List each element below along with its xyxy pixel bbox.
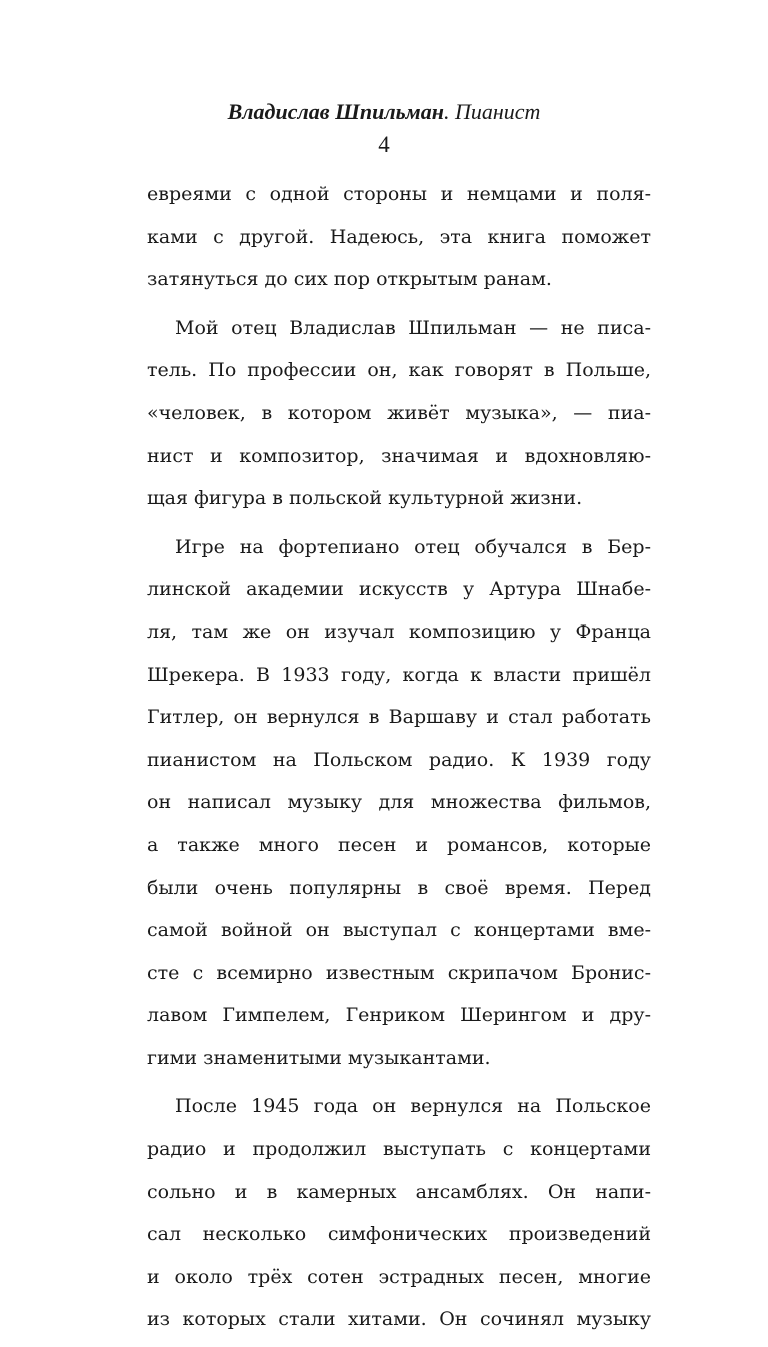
text-line: ками с другой. Надеюсь, эта книга поможет <box>147 225 651 248</box>
text-line: пианистом на Польском радио. К 1939 году <box>147 748 651 771</box>
text-line: были очень популярны в своё время. Перед <box>147 876 651 899</box>
body-text <box>147 179 651 1347</box>
text-line: щая фигура в польской культурной жизни. <box>147 487 583 510</box>
paragraph <box>147 1091 651 1347</box>
paragraph <box>147 532 651 1086</box>
text-line: После 1945 года он вернулся на Польское <box>175 1095 651 1118</box>
text-line: Мой отец Владислав Шпильман — не писа- <box>175 316 651 339</box>
text-line: и около трёх сотен эстрадных песен, многие <box>147 1265 651 1288</box>
running-title-separator: . <box>443 99 455 124</box>
paragraph <box>147 179 651 307</box>
text-line: ля, там же он изучал композицию у Франца <box>147 620 651 643</box>
text-line: гими знаменитыми музыкантами. <box>147 1046 491 1069</box>
text-line: сольно и в камерных ансамблях. Он напи- <box>147 1180 651 1203</box>
text-line: сте с всемирно известным скрипачом Бронис- <box>147 961 651 984</box>
paragraph <box>147 313 651 526</box>
text-line: сал несколько симфонических произведений <box>147 1223 651 1246</box>
running-title-author: Владислав Шпильман <box>227 99 444 124</box>
text-line: Гитлер, он вернулся в Варшаву и стал работать <box>147 706 651 729</box>
text-line: линской академии искусств у Артура Шнабе- <box>147 578 651 601</box>
text-line: он написал музыку для множества фильмов, <box>147 791 651 814</box>
text-line: затянуться до сих пор открытым ранам. <box>147 268 552 291</box>
running-title <box>0 98 768 126</box>
text-line: тель. По профессии он, как говорят в Польше, <box>147 359 651 382</box>
text-line: евреями с одной стороны и немцами и поля- <box>147 183 651 205</box>
running-title-book: Пианист <box>454 99 541 124</box>
text-line: радио и продолжил выступать с концертами <box>147 1138 651 1161</box>
text-line: лавом Гимпелем, Генриком Шерингом и дру- <box>147 1004 651 1027</box>
text-line: нист и композитор, значимая и вдохновляю- <box>147 444 651 467</box>
text-line: а также много песен и романсов, которые <box>147 833 651 856</box>
text-line: из которых стали хитами. Он сочинял музыку <box>147 1308 651 1331</box>
text-line: Игре на фортепиано отец обучался в Бер- <box>175 535 651 558</box>
text-line: «человек, в котором живёт музыка», — пиа- <box>147 401 651 424</box>
text-line: Шрекера. В 1933 году, когда к власти пришёл <box>147 663 651 686</box>
text-line: самой войной он выступал с концертами вме- <box>147 919 651 942</box>
page-number: 4 <box>378 132 390 157</box>
page-header <box>0 98 768 159</box>
